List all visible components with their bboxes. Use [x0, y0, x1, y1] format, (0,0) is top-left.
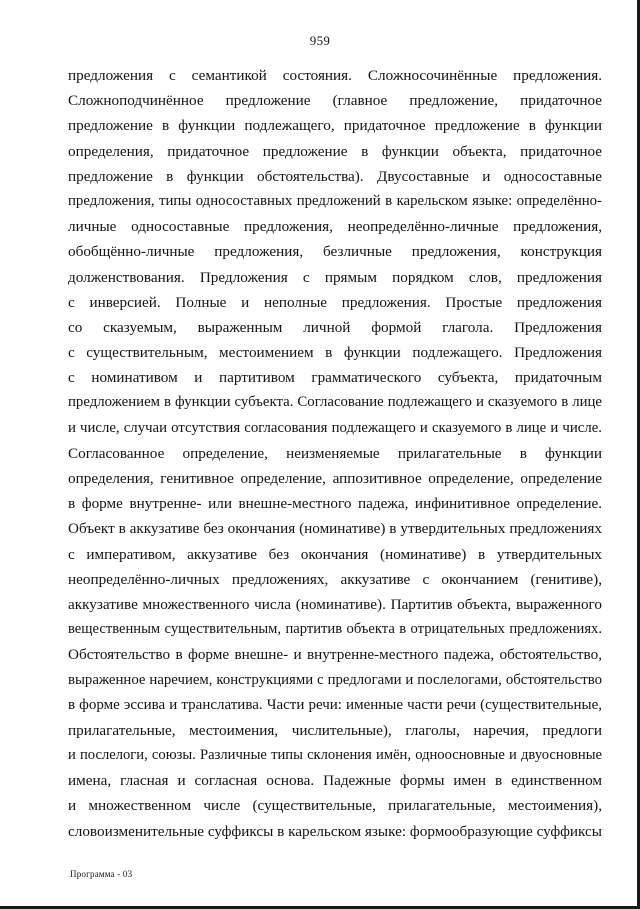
text-line: предложения с семантикой состояния. Сложносочинённые предложения.: [68, 67, 602, 84]
text-line: предложения, типы односоставных предложений в карельском языке: определённо-: [68, 192, 602, 209]
text-line: предложением в функции субъекта. Согласование подлежащего и сказуемого в лице: [68, 394, 602, 411]
footer-program-code: Программа - 03: [70, 869, 133, 879]
text-line: личные односоставные предложения, неопределённо-личные предложения,: [68, 218, 602, 236]
text-line: неопределённо-личных предложениях, аккузативе с окончанием (генитиве),: [68, 570, 602, 588]
text-line: в форме внутренне- или внешне-местного падежа, инфинитивное определение.: [68, 495, 602, 513]
text-line: предложение в функции подлежащего, придаточное предложение в функции: [68, 117, 602, 135]
text-line: предложение в функции обстоятельства). Двусоставные и односоставные: [68, 167, 602, 185]
text-line: с номинативом и партитивом грамматического субъекта, придаточным: [68, 369, 602, 387]
text-line: Обстоятельство в форме внешне- и внутренне-местного падежа, обстоятельство,: [68, 646, 602, 664]
text-line: Сложноподчинённое предложение (главное предложение, придаточное: [68, 92, 602, 110]
body-text: [68, 63, 602, 844]
text-line: Согласованное определение, неизменяемые прилагательные в функции: [68, 444, 602, 462]
text-line: определения, придаточное предложение в функции объекта, придаточное: [68, 142, 602, 160]
text-line: с инверсией. Полные и неполные предложения. Простые предложения: [68, 293, 602, 311]
text-line: с существительным, местоимением в функции подлежащего. Предложения: [68, 344, 602, 362]
text-line: обобщённо-личные предложения, безличные предложения, конструкция: [68, 243, 602, 261]
text-line: в форме эссива и транслатива. Части речи: именные части речи (существительные,: [68, 696, 602, 713]
text-line: с императивом, аккузативе без окончания (номинативе) в утвердительных: [68, 545, 602, 563]
text-line: имена, гласная и согласная основа. Падежные формы имен в единственном: [68, 772, 602, 790]
text-line: определения, генитивное определение, аппозитивное определение, определение: [68, 470, 602, 487]
text-line: вещественным существительным, партитив объекта в отрицательных предложениях.: [68, 621, 602, 638]
text-line: прилагательные, местоимения, числительные), глаголы, наречия, предлоги: [68, 721, 602, 739]
text-line: со сказуемым, выраженным личной формой глагола. Предложения: [68, 318, 602, 336]
text-line: и числе, случаи отсутствия согласования подлежащего и сказуемого в лице и числе.: [68, 419, 602, 436]
page-number: 959: [309, 33, 331, 48]
text-line: выраженное наречием, конструкциями с предлогами и послелогами, обстоятельство: [68, 671, 602, 688]
text-line: и множественном числе (существительные, прилагательные, местоимения),: [68, 797, 602, 815]
text-line: и послелоги, союзы. Различные типы склонения имён, одноосновные и двуосновные: [68, 747, 602, 764]
text-line: Объект в аккузативе без окончания (номинативе) в утвердительных предложениях: [68, 520, 602, 538]
text-line: долженствования. Предложения с прямым порядком слов, предложения: [68, 268, 602, 286]
text-line: аккузативе множественного числа (номинативе). Партитив объекта, выраженного: [68, 595, 602, 613]
text-line: словоизменительные суффиксы в карельском языке: формообразующие суффиксы: [68, 822, 602, 840]
